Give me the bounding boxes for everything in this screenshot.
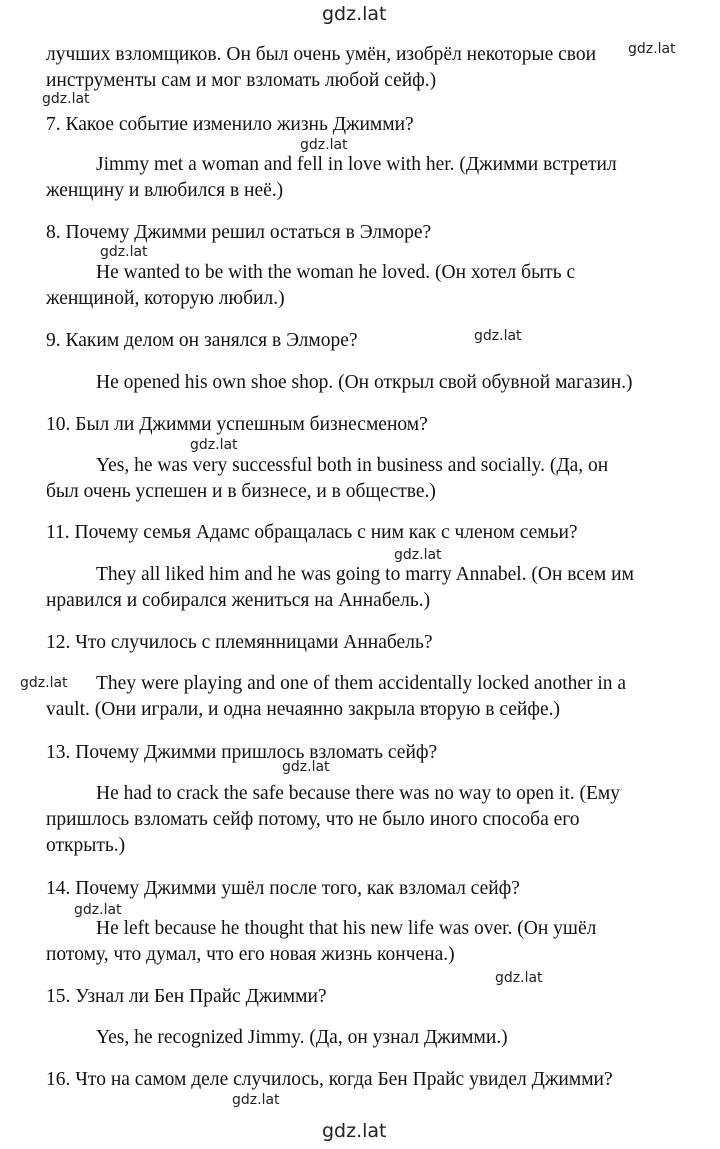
answer-line: потому, что думал, что его новая жизнь кончена.) (46, 944, 455, 965)
question-13: 13. Почему Джимми пришлось взломать сейф? (46, 742, 438, 763)
answer-9 (46, 370, 676, 396)
question-11: 11. Почему семья Адамс обращалась с ним как с членом семьи? (46, 522, 578, 543)
watermark: gdz.lat (74, 902, 122, 918)
answer-line: женщину и влюбился в неё.) (46, 180, 284, 201)
answer-12 (46, 671, 676, 723)
watermark: gdz.lat (20, 675, 68, 691)
answer-line: Yes, he recognized Jimmy. (Да, он узнал Джимми.) (96, 1027, 508, 1048)
question-10: 10. Был ли Джимми успешным бизнесменом? (46, 414, 428, 435)
watermark: gdz.lat (474, 328, 522, 344)
watermark: gdz.lat (282, 759, 330, 775)
answer-line: Jimmy met a woman and fell in love with her. (Джимми встретил (96, 154, 617, 175)
answer-line: был очень успешен и в бизнесе, и в обществе.) (46, 481, 436, 502)
answer-11 (46, 562, 676, 614)
watermark-bottom: gdz.lat (322, 1120, 387, 1142)
answer-8 (46, 260, 676, 312)
question-12: 12. Что случилось с племянницами Аннабель? (46, 632, 433, 653)
answer-line: нравился и собирался жениться на Аннабель.) (46, 590, 431, 611)
answer-15 (46, 1025, 676, 1051)
watermark: gdz.lat (190, 437, 238, 453)
question-9: 9. Каким делом он занялся в Элморе? (46, 330, 358, 351)
watermark: gdz.lat (394, 547, 442, 563)
intro-line: лучших взломщиков. Он был очень умён, изобрёл некоторые свои (46, 44, 597, 65)
question-7: 7. Какое событие изменило жизнь Джимми? (46, 114, 414, 135)
answer-line: женщиной, которую любил.) (46, 288, 285, 309)
answer-line: Yes, he was very successful both in business and socially. (Да, он (96, 455, 609, 476)
answer-7 (46, 152, 676, 204)
answer-10 (46, 453, 676, 505)
watermark: gdz.lat (100, 244, 148, 260)
answer-line: He opened his own shoe shop. (Он открыл свой обувной магазин.) (96, 372, 633, 393)
question-8: 8. Почему Джимми решил остаться в Элморе? (46, 222, 432, 243)
intro-line: инструменты сам и мог взломать любой сейф.) (46, 70, 437, 91)
answer-line: пришлось взломать сейф потому, что не было иного способа его (46, 809, 580, 830)
answer-13 (46, 781, 676, 859)
watermark-top: gdz.lat (322, 3, 387, 25)
answer-line: He left because he thought that his new life was over. (Он ушёл (96, 918, 597, 939)
watermark: gdz.lat (628, 41, 676, 57)
watermark: gdz.lat (300, 137, 348, 153)
watermark: gdz.lat (42, 91, 90, 107)
question-14: 14. Почему Джимми ушёл после того, как взломал сейф? (46, 878, 520, 899)
answer-14 (46, 916, 676, 968)
watermark: gdz.lat (495, 970, 543, 986)
answer-line: He wanted to be with the woman he loved. (Он хотел быть с (96, 262, 576, 283)
answer-line: открыть.) (46, 835, 126, 856)
answer-line: vault. (Они играли, и одна нечаянно закрыла вторую в сейфе.) (46, 699, 560, 720)
answer-line: They all liked him and he was going to marry Annabel. (Он всем им (96, 564, 634, 585)
answer-line: He had to crack the safe because there was no way to open it. (Ему (96, 783, 621, 804)
question-15: 15. Узнал ли Бен Прайс Джимми? (46, 986, 327, 1007)
watermark: gdz.lat (232, 1092, 280, 1108)
answer-line: They were playing and one of them accidentally locked another in a (96, 673, 627, 694)
question-16: 16. Что на самом деле случилось, когда Бен Прайс увидел Джимми? (46, 1069, 613, 1090)
